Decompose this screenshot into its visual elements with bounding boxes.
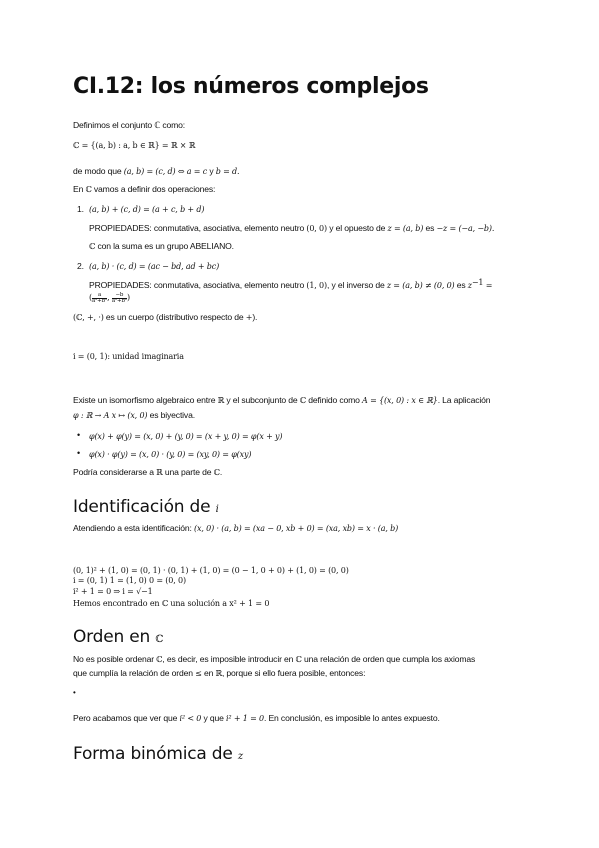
fraction-1-denominator: a²+b² xyxy=(91,297,108,304)
sum-properties xyxy=(89,223,494,234)
orden-R: ℝ xyxy=(215,669,222,678)
identificacion-line xyxy=(73,523,398,534)
orden-text-b: , es decir, es imposible introducir en xyxy=(162,654,296,664)
isomorphism-line-2 xyxy=(73,410,195,421)
inverse-fraction-1 xyxy=(92,293,107,304)
orden-text-c: una relación de orden que cumpla los axiomas xyxy=(301,654,476,664)
calc-line-2: i = (0, 1) 1 = (1, 0) 0 = (0, 0) xyxy=(73,576,186,585)
inverse-equals: = xyxy=(483,281,493,290)
orden-i-squared-negative: i² < 0 xyxy=(179,714,202,723)
sum-opposite-z: z = (a, b) xyxy=(387,224,424,233)
equality-prefix: de modo que xyxy=(73,166,124,176)
inverse-open-paren: ( xyxy=(89,293,92,302)
calc-line-4: Hemos encontrado en ℂ una solución a x² + 1 = 0 xyxy=(73,599,270,608)
iso-text-a: Existe un isomorfismo algebraico entre xyxy=(73,395,218,405)
bullet-dot: • xyxy=(77,448,81,458)
orden-text-f: , porque si ello fuera posible, entonces: xyxy=(221,668,366,678)
inverse-close-paren: ) xyxy=(126,293,130,302)
operations-suffix: vamos a definir dos operaciones: xyxy=(91,184,216,194)
set-definition-formula: ℂ = {(a, b) : a, b ∈ ℝ} = ℝ × ℝ xyxy=(73,141,196,150)
iso-conclusion-C: ℂ xyxy=(213,468,220,477)
iso-C: ℂ xyxy=(299,396,307,405)
sum-opposite-value: −z = (−a, −b). xyxy=(436,224,495,233)
sum-properties-es: es xyxy=(423,223,437,233)
equality-formula-2: b = d. xyxy=(215,167,240,176)
identificacion-heading-text: Identificación de xyxy=(73,497,216,517)
product-properties xyxy=(89,280,492,291)
isomorphism-line-1 xyxy=(73,395,490,406)
orden-text-e: en xyxy=(201,668,216,678)
identificacion-text: Atendiendo a esta identificación: xyxy=(73,523,195,533)
field-text: es un cuerpo (distributivo respecto de xyxy=(103,312,246,322)
field-structure: (ℂ, +, ·) xyxy=(73,313,104,322)
section-heading-identificacion xyxy=(73,497,219,517)
orden-text-d: que cumplía la relación de orden xyxy=(73,668,196,678)
abelian-text: con la suma es un grupo ABELIANO. xyxy=(95,241,234,251)
intro-definition-text: Definimos el conjunto ℂ como: xyxy=(73,120,185,130)
page-title: CI.12: los números complejos xyxy=(73,74,429,99)
identificacion-heading-var: i xyxy=(215,504,219,515)
operations-intro xyxy=(73,184,215,195)
product-neutral: (1, 0) xyxy=(306,281,327,290)
calc-line-3: i² + 1 = 0 ⇒ i = √−1 xyxy=(73,587,153,596)
empty-bullet: • xyxy=(73,688,76,697)
orden-heading-text: Orden en xyxy=(73,627,156,647)
product-properties-mid: , y el inverso de xyxy=(326,280,387,290)
imaginary-unit-line: i = (0, 1): unidad imaginaria xyxy=(73,352,184,361)
iso-conclusion xyxy=(73,467,222,478)
fraction-2-denominator: a²+b² xyxy=(111,297,127,304)
product-formula: (a, b) · (c, d) = (ac − bd, ad + bc) xyxy=(89,262,220,271)
orden-line-3 xyxy=(73,713,440,724)
orden-C: ℂ xyxy=(156,655,163,664)
iso-A-definition: A = {(x, 0) : x ∈ ℝ} xyxy=(362,396,438,405)
orden-text-g: Pero acabamos que ver que xyxy=(73,713,180,723)
abelian-set: ℂ xyxy=(89,242,96,251)
orden-C-2: ℂ xyxy=(295,655,302,664)
iso-map: φ : ℝ → A x ↦ (x, 0) xyxy=(73,411,148,420)
fraction-2-numerator: −b xyxy=(112,293,127,299)
field-line xyxy=(73,312,257,323)
identificacion-formula: (x, 0) · (a, b) = (xa − 0, xb + 0) = (xa, xb) = x · (a, b) xyxy=(194,524,399,533)
sum-properties-label: PROPIEDADES: conmutativa, asociativa, elemento neutro xyxy=(89,223,307,233)
iso-text-d: . La aplicación xyxy=(437,395,491,405)
product-inverse-z: z = (a, b) ≠ (0, 0) xyxy=(386,281,455,290)
fraction-1-numerator: a xyxy=(92,293,107,299)
iso-map-text: es biyectiva. xyxy=(147,410,195,420)
orden-heading-var: ℂ xyxy=(155,634,164,645)
list-number-2: 2. xyxy=(77,261,84,271)
iso-conclusion-end: . xyxy=(219,467,223,477)
inverse-exponent: −1 xyxy=(471,278,484,287)
orden-i-squared-plus-one: i² + 1 = 0 xyxy=(225,714,264,723)
orden-text-a: No es posible ordenar xyxy=(73,654,157,664)
iso-R: ℝ xyxy=(217,396,225,405)
orden-text-i: . En conclusión, es imposible lo antes expuesto. xyxy=(264,713,440,723)
sum-formula: (a, b) + (c, d) = (a + c, b + d) xyxy=(89,205,205,214)
product-properties-label: PROPIEDADES: conmutativa, asociativa, elemento neutro xyxy=(89,280,307,290)
field-plus: + xyxy=(245,313,253,322)
operations-set: ℂ xyxy=(85,185,92,194)
operations-prefix: En xyxy=(73,184,86,194)
binomica-heading-text: Forma binómica de xyxy=(73,744,238,764)
iso-conclusion-b: una parte de xyxy=(162,467,214,477)
orden-line-2 xyxy=(73,668,365,679)
inverse-fractions xyxy=(89,292,130,304)
equality-line xyxy=(73,166,239,177)
iso-conclusion-a: Podría considerarse a xyxy=(73,467,157,477)
binomica-heading-var: z xyxy=(237,751,243,762)
section-heading-orden xyxy=(73,627,163,647)
calc-line-1: (0, 1)² + (1, 0) = (0, 1) · (0, 1) + (1, 0) = (0 − 1, 0 + 0) + (1, 0) = (0, 0) xyxy=(73,566,349,575)
inverse-fraction-2 xyxy=(112,293,127,304)
fraction-separator: , xyxy=(107,293,112,302)
field-end: ). xyxy=(252,312,258,322)
inverse-symbol: z xyxy=(467,281,472,290)
iso-conclusion-R: ℝ xyxy=(156,468,163,477)
bullet-dot: • xyxy=(77,430,81,440)
iso-bullet-sum: φ(x) + φ(y) = (x, 0) + (y, 0) = (x + y, 0) = φ(x + y) xyxy=(89,432,283,441)
orden-line-1 xyxy=(73,654,475,665)
iso-text-b: y el subconjunto de xyxy=(224,395,300,405)
product-properties-es: es xyxy=(454,280,468,290)
iso-text-c: definido como xyxy=(306,395,363,405)
equality-mid: y xyxy=(207,166,216,176)
orden-le: ≤ xyxy=(195,669,202,678)
list-number-1: 1. xyxy=(77,204,84,214)
orden-text-h: y que xyxy=(201,713,226,723)
sum-neutral: (0, 0) xyxy=(306,224,327,233)
abelian-group-line xyxy=(89,241,234,252)
iso-bullet-product: φ(x) · φ(y) = (x, 0) · (y, 0) = (xy, 0) = φ(xy) xyxy=(89,450,252,459)
equality-formula: (a, b) = (c, d) ⇔ a = c xyxy=(123,167,208,176)
sum-properties-mid: y el opuesto de xyxy=(326,223,388,233)
section-heading-binomica xyxy=(73,744,243,764)
